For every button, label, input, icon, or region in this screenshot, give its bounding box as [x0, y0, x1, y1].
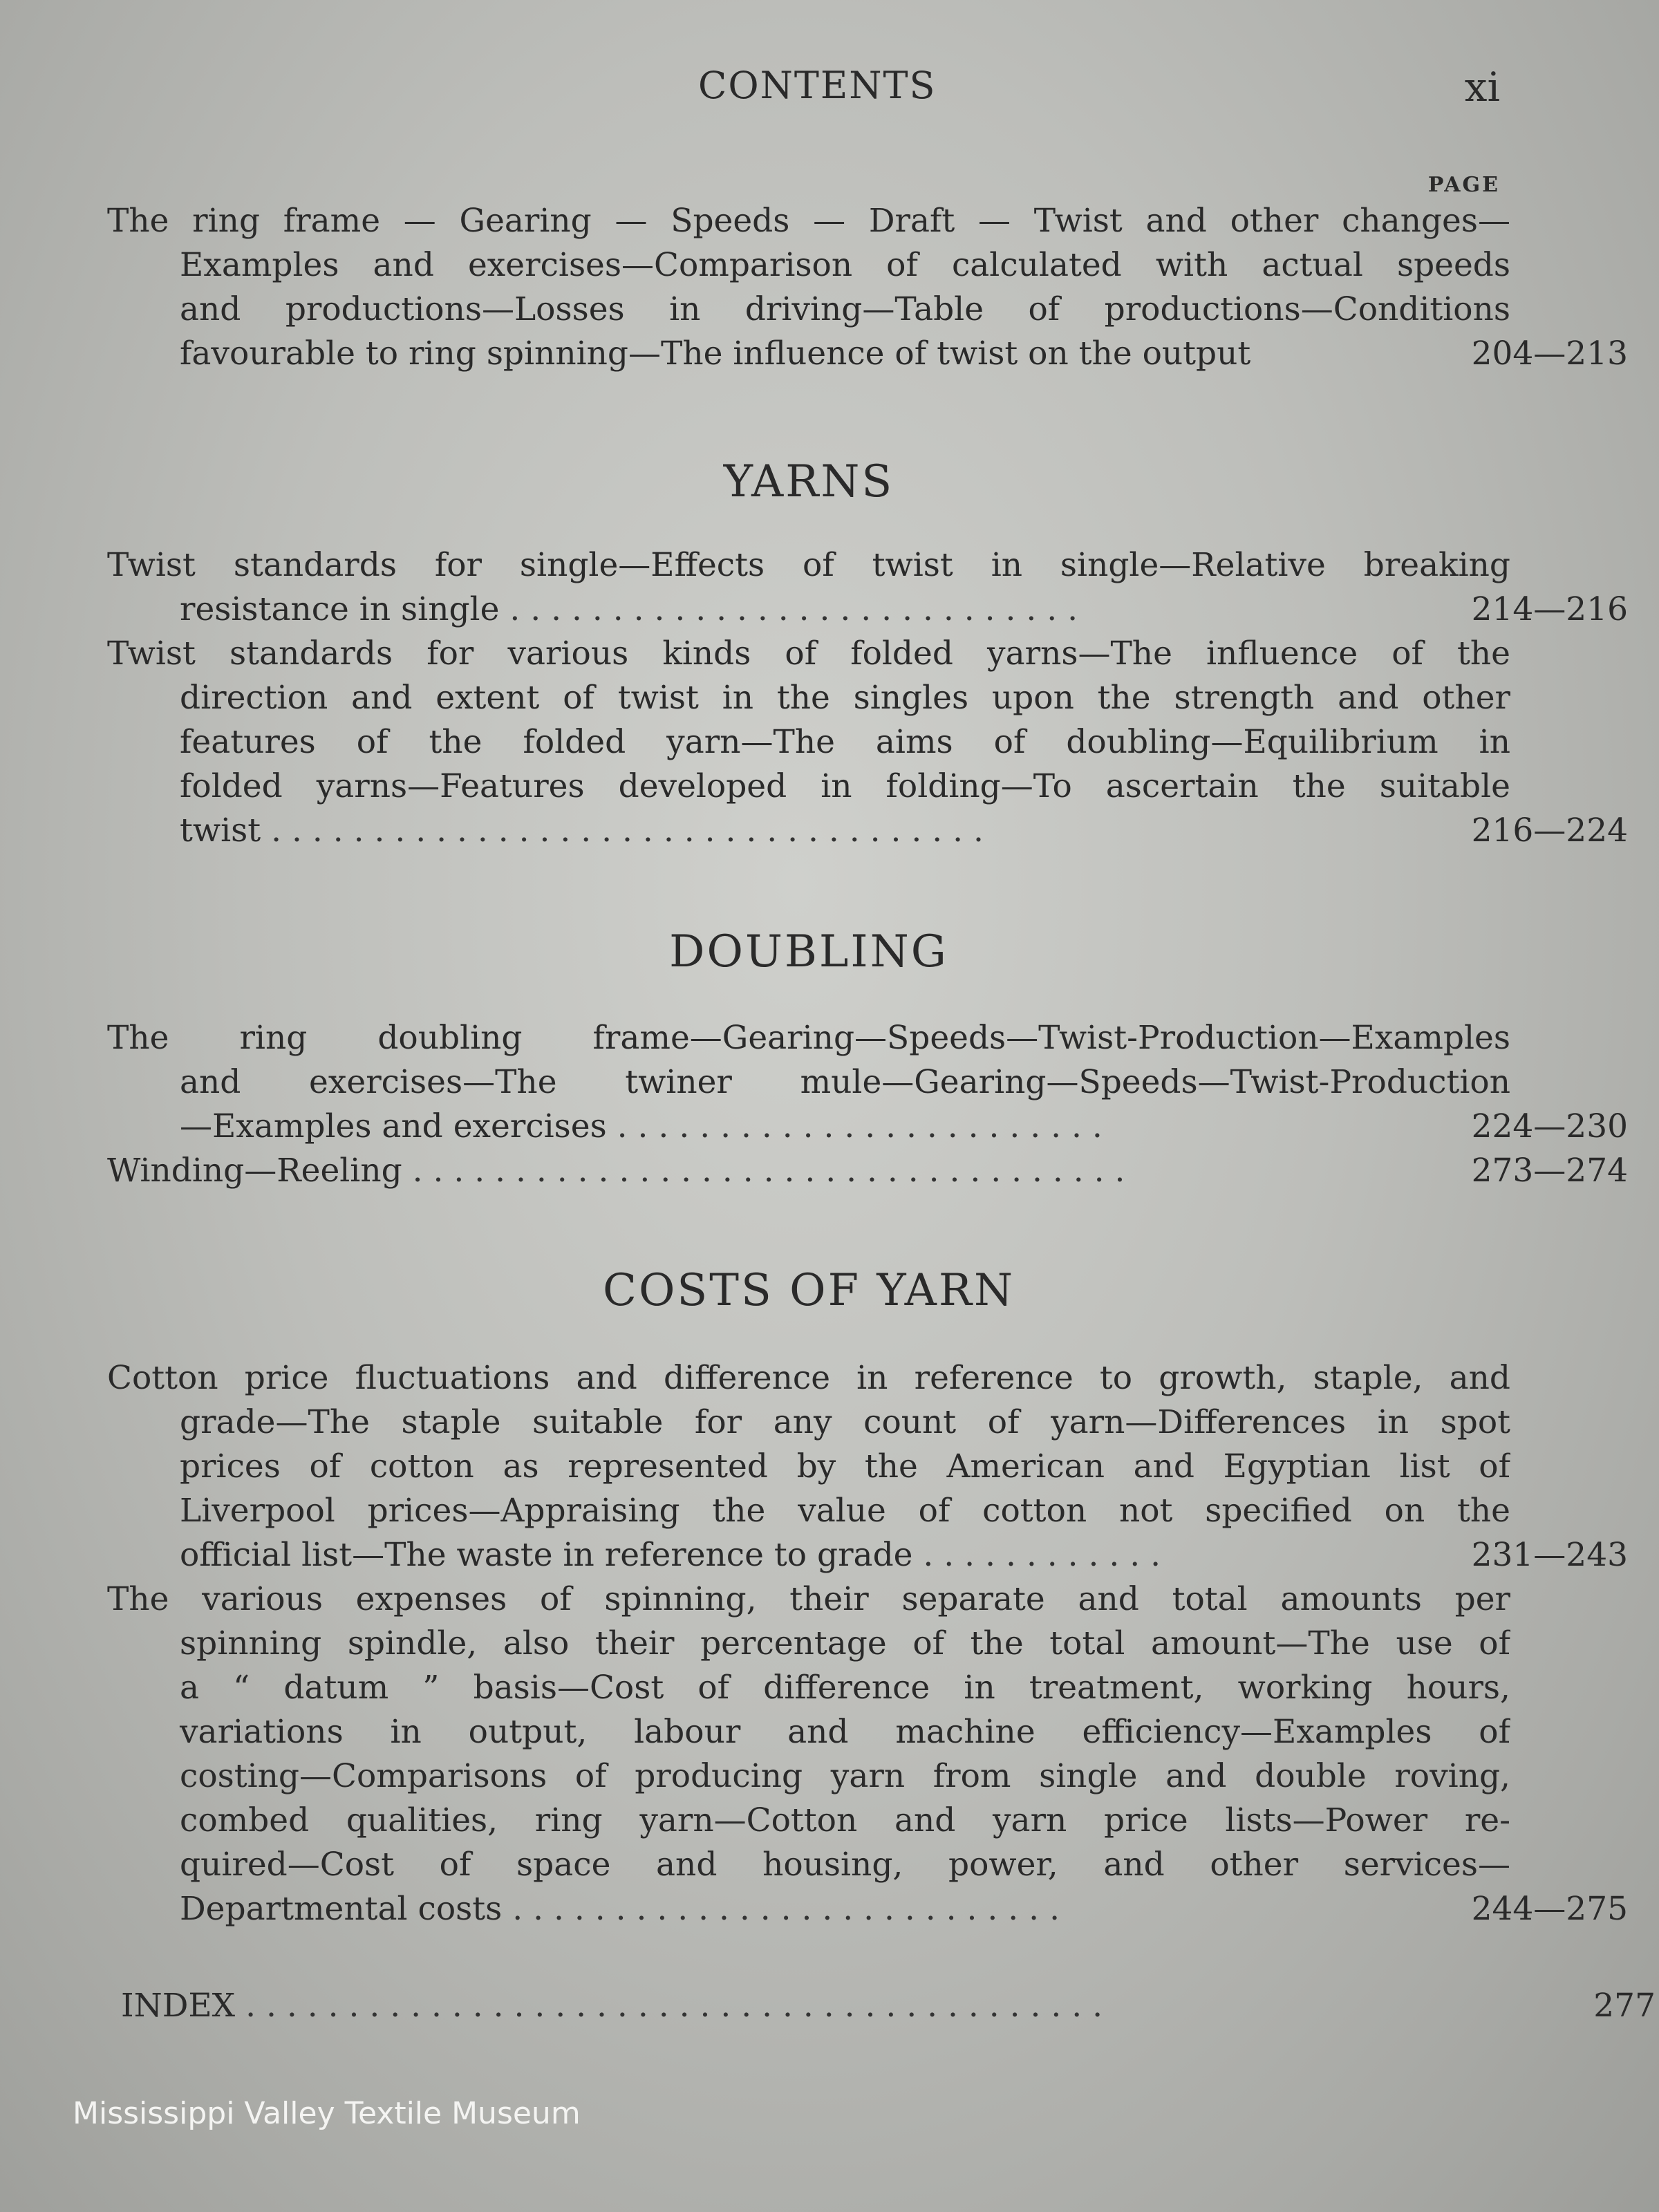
toc-entry-index	[121, 1984, 1656, 2028]
leader-dots: . . . . . . . . . . . . . . . . . . . . . . . .	[606, 1107, 1103, 1145]
toc-line	[107, 1105, 1510, 1149]
toc-entry-twist-folded	[107, 632, 1628, 853]
toc-page-range: 231—243	[1471, 1536, 1628, 1574]
toc-line: prices of cotton as represented by the American and Egyptian list of	[180, 1447, 1510, 1485]
toc-line: quired—Cost of space and housing, power, and other services—	[180, 1846, 1510, 1884]
toc-line: The various expenses of spinning, their separate and total amounts per	[107, 1580, 1510, 1618]
toc-line: Cotton price fluctuations and difference in reference to growth, staple, and	[107, 1359, 1510, 1397]
toc-line: costing—Comparisons of producing yarn from single and double roving,	[180, 1757, 1510, 1795]
toc-page-range: 244—275	[1471, 1890, 1628, 1928]
toc-line	[107, 1533, 1510, 1577]
toc-entry-ring-frame	[107, 199, 1628, 376]
toc-line-text: official list—The waste in reference to grade	[180, 1536, 913, 1574]
leader-dots: . . . . . . . . . . . . . . . . . . . . . . . . . . . . . . . . . . .	[402, 1152, 1125, 1190]
watermark: Mississippi Valley Textile Museum	[73, 2096, 581, 2131]
toc-entry-twist-single	[107, 543, 1628, 632]
toc-line: spinning spindle, also their percentage of the total amount—The use of	[180, 1624, 1510, 1662]
toc-line-text: Departmental costs	[180, 1890, 503, 1928]
toc-page-range: 224—230	[1471, 1107, 1628, 1145]
leader-dots: . . . . . . . . . . . . . . . . . . . . . . . . . . . . . . . . . . .	[261, 812, 984, 850]
toc-entry-cotton-price	[107, 1356, 1628, 1577]
toc-line: features of the folded yarn—The aims of doubling—Equilibrium in	[180, 723, 1510, 761]
toc-page-range: 273—274	[1471, 1152, 1628, 1190]
toc-line-text: resistance in single	[180, 590, 500, 628]
leader-dots: . . . . . . . . . . . . . . . . . . . . . . . . . . . . . . . . . . . . . . . . . .	[235, 1987, 1103, 2025]
toc-line: and exercises—The twiner mule—Gearing—Speeds—Twist-Production	[180, 1063, 1510, 1101]
toc-line: folded yarns—Features developed in folding—To ascertain the suitable	[180, 767, 1510, 805]
toc-line: grade—The staple suitable for any count of yarn—Differences in spot	[180, 1403, 1510, 1441]
toc-page-range: 277	[1593, 1987, 1656, 2025]
toc-page-range: 216—224	[1471, 812, 1628, 850]
section-heading-yarns: YARNS	[723, 456, 894, 507]
toc-line: Examples and exercises—Comparison of calculated with actual speeds	[180, 246, 1510, 284]
leader-dots: . . . . . . . . . . . .	[912, 1536, 1161, 1574]
toc-page-range: 214—216	[1471, 590, 1628, 628]
toc-line: a “ datum ” basis—Cost of difference in treatment, working hours,	[180, 1669, 1510, 1707]
toc-line: Twist standards for single—Effects of twist in single—Relative breaking	[107, 546, 1510, 584]
leader-dots: . . . . . . . . . . . . . . . . . . . . . . . . . . .	[502, 1890, 1060, 1928]
toc-entry-spinning-expenses	[107, 1577, 1628, 1931]
toc-line	[107, 1887, 1510, 1931]
toc-line: direction and extent of twist in the singles upon the strength and other	[180, 679, 1510, 717]
toc-line-text: Winding—Reeling	[107, 1152, 402, 1190]
toc-line: The ring doubling frame—Gearing—Speeds—Twist-Production—Examples	[107, 1019, 1510, 1057]
toc-line-text: —Examples and exercises	[180, 1107, 607, 1145]
toc-line	[107, 1149, 1510, 1193]
toc-line: Twist standards for various kinds of folded yarns—The influence of the	[107, 635, 1510, 673]
toc-line: and productions—Losses in driving—Table of productions—Conditions	[180, 290, 1510, 328]
toc-line-text: INDEX	[121, 1987, 236, 2025]
toc-line: favourable to ring spinning—The influence of twist on the output	[180, 335, 1251, 373]
toc-entry-ring-doubling	[107, 1016, 1628, 1149]
page-title: CONTENTS	[698, 64, 937, 107]
running-head	[0, 64, 1659, 119]
section-heading-doubling: DOUBLING	[669, 926, 948, 977]
toc-line: The ring frame — Gearing — Speeds — Draft — Twist and other changes—	[107, 202, 1510, 240]
toc-page-range: 204—213	[1471, 335, 1628, 373]
page-number: xi	[1464, 64, 1500, 111]
toc-line: combed qualities, ring yarn—Cotton and yarn price lists—Power re-	[180, 1801, 1510, 1839]
leader-dots: . . . . . . . . . . . . . . . . . . . . . . . . . . . .	[499, 590, 1078, 628]
toc-line	[107, 809, 1510, 853]
toc-line	[121, 1984, 1524, 2028]
section-heading-costs-of-yarn: COSTS OF YARN	[602, 1265, 1015, 1316]
toc-line	[107, 588, 1510, 632]
toc-line: Liverpool prices—Appraising the value of cotton not specified on the	[180, 1492, 1510, 1530]
toc-entry-winding	[107, 1149, 1628, 1193]
toc-line: variations in output, labour and machine efficiency—Examples of	[180, 1713, 1510, 1751]
page-column-label: PAGE	[1427, 173, 1500, 197]
toc-line-text: twist	[180, 812, 261, 850]
